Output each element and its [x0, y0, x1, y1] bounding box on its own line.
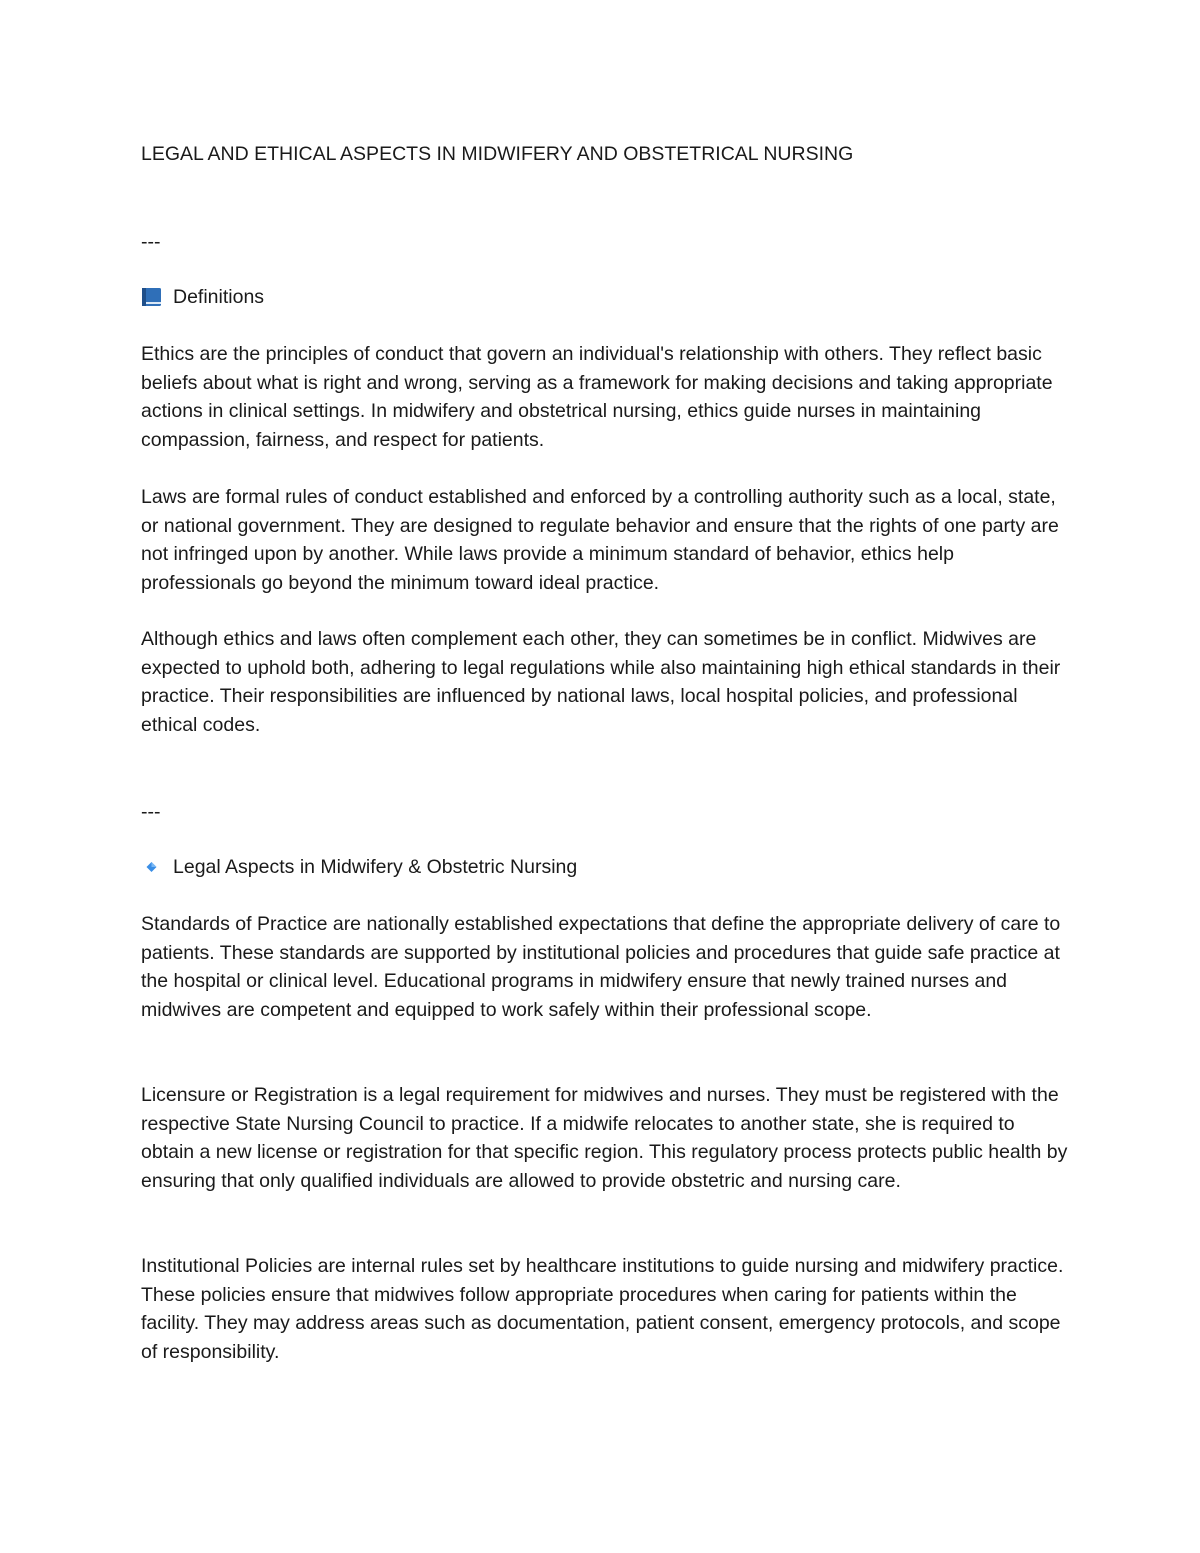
document-title: LEGAL AND ETHICAL ASPECTS IN MIDWIFERY AND OBSTETRICAL NURSING [141, 143, 854, 165]
paragraph-standards-of-practice: Standards of Practice are nationally established expectations that define the appropriate delivery of care to patients. These standards are supported by institutional policies and procedures that guide safe practice at the hospital or clinical level. Educational programs in midwifery ensure that newly trained nurses and midwives are competent and equipped to work safely within their professional scope. [141, 913, 1061, 1021]
paragraph-licensure: Licensure or Registration is a legal requirement for midwives and nurses. They must be registered with the respective State Nursing Council to practice. If a midwife relocates to another state, she is required to obtain a new license or registration for that specific region. This regulatory process protects public health by ensuring that only qualified individuals are allowed to provide obstetric and nursing care. [141, 1084, 1068, 1192]
paragraph-ethics: Ethics are the principles of conduct that govern an individual's relationship with others. They reflect basic beliefs about what is right and wrong, serving as a framework for making decisions and taking appropriate actions in clinical settings. In midwifery and obstetrical nursing, ethics guide nurses in maintaining compassion, fairness, and respect for patients. [141, 343, 1053, 451]
paragraph-ethics-and-laws: Although ethics and laws often complement each other, they can sometimes be in conflict. Midwives are expected to uphold both, adhering to legal regulations while also maintaining high ethical standards in their practice. Their responsibilities are influenced by national laws, local hospital policies, and professional ethical codes. [141, 628, 1061, 736]
separator: --- [141, 231, 161, 253]
paragraph-laws: Laws are formal rules of conduct established and enforced by a controlling authority such as a local, state, or national government. They are designed to regulate behavior and ensure that the rights of one party are not infringed upon by another. While laws provide a minimum standard of behavior, ethics help professionals go beyond the minimum toward ideal practice. [141, 486, 1059, 594]
section-heading-legal-aspects [141, 855, 577, 879]
section-heading-label: Legal Aspects in Midwifery & Obstetric Nursing [173, 856, 578, 878]
small-blue-diamond-icon [141, 857, 162, 877]
paragraph-institutional-policies: Institutional Policies are internal rules set by healthcare institutions to guide nursing and midwifery practice. These policies ensure that midwives follow appropriate procedures when caring for patients within the facility. They may address areas such as documentation, patient consent, emergency protocols, and scope of responsibility. [141, 1255, 1064, 1363]
section-heading-label: Definitions [173, 286, 265, 308]
section-heading-definitions [141, 285, 264, 309]
separator: --- [141, 801, 161, 823]
blue-book-icon [141, 287, 162, 307]
